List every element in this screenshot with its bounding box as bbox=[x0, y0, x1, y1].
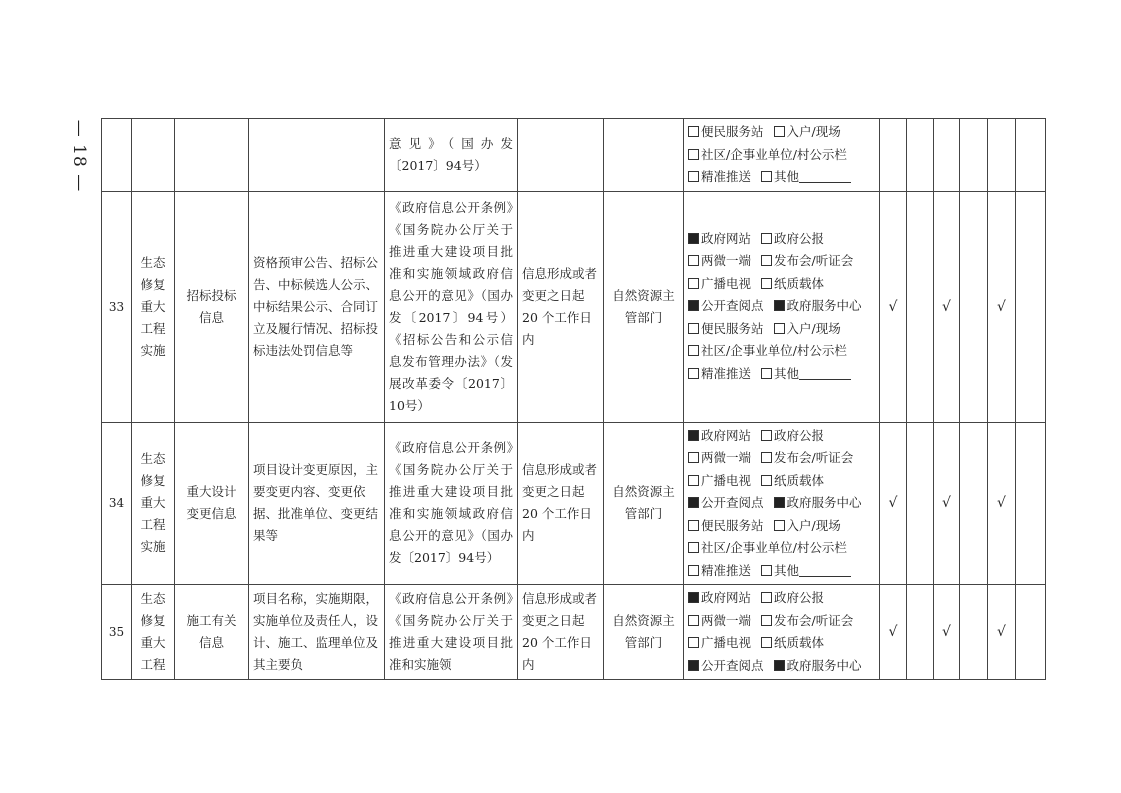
row-number: 34 bbox=[102, 422, 132, 585]
content-cell bbox=[249, 119, 385, 192]
option-line bbox=[688, 470, 875, 493]
timeframe-cell bbox=[518, 119, 604, 192]
item-name-line: 施工有关 bbox=[186, 613, 237, 628]
option-line bbox=[688, 447, 875, 470]
empty-box-icon bbox=[688, 368, 699, 379]
option-label: 社区/企事业单位/村公示栏 bbox=[701, 540, 847, 555]
item-name-line: 招标投标 bbox=[186, 287, 237, 303]
table-row bbox=[102, 422, 1046, 585]
check-cell bbox=[960, 191, 988, 422]
checked-box-icon bbox=[688, 300, 699, 311]
category-char: 修复 bbox=[140, 613, 166, 628]
check-cell bbox=[1016, 422, 1046, 585]
option-label: 公开查阅点 bbox=[701, 657, 764, 673]
empty-box-icon bbox=[761, 592, 772, 603]
check-cell bbox=[907, 119, 934, 192]
channel-option bbox=[761, 447, 853, 470]
item-name-cell bbox=[175, 422, 249, 585]
option-label: 便民服务站 bbox=[701, 124, 764, 139]
department-cell bbox=[604, 119, 684, 192]
option-line bbox=[688, 295, 875, 318]
empty-box-icon bbox=[688, 345, 699, 356]
option-label: 社区/企事业单位/村公示栏 bbox=[701, 146, 847, 162]
channel-option bbox=[761, 250, 853, 273]
option-label: 公开查阅点 bbox=[701, 495, 764, 510]
category-char: 重大 bbox=[140, 298, 166, 314]
option-label: 两微一端 bbox=[701, 253, 752, 269]
empty-box-icon bbox=[688, 475, 699, 486]
option-label: 发布会/听证会 bbox=[774, 450, 854, 465]
option-label: 发布会/听证会 bbox=[774, 253, 854, 269]
option-label: 发布会/听证会 bbox=[774, 612, 854, 628]
channel-option bbox=[761, 470, 824, 493]
category-cell bbox=[132, 422, 175, 585]
option-line bbox=[688, 250, 875, 273]
option-label: 其他 bbox=[774, 169, 800, 184]
option-label: 两微一端 bbox=[701, 450, 752, 465]
channel-option bbox=[761, 273, 824, 296]
category-char: 修复 bbox=[140, 276, 166, 292]
option-line bbox=[688, 121, 875, 144]
empty-box-icon bbox=[761, 475, 772, 486]
empty-box-icon bbox=[688, 126, 699, 137]
legal-basis-cell: 意见》（国办发〔2017〕94号） bbox=[385, 119, 518, 192]
option-label: 入户/现场 bbox=[786, 517, 841, 533]
empty-box-icon bbox=[688, 452, 699, 463]
item-name-line: 信息 bbox=[198, 309, 224, 325]
option-label: 政府公报 bbox=[774, 590, 825, 605]
check-cell: √ bbox=[934, 422, 960, 585]
timeframe-cell: 信息形成或者变更之日起 20 个工作日内 bbox=[518, 585, 604, 680]
channel-option bbox=[688, 470, 751, 493]
check-cell: √ bbox=[934, 191, 960, 422]
category-char: 工程 bbox=[140, 517, 166, 533]
channel-option bbox=[688, 560, 751, 583]
option-line bbox=[688, 273, 875, 296]
empty-box-icon bbox=[761, 233, 772, 244]
option-line bbox=[688, 425, 875, 448]
empty-box-icon bbox=[761, 255, 772, 266]
empty-box-icon bbox=[688, 278, 699, 289]
channel-option bbox=[688, 295, 764, 318]
check-cell bbox=[960, 585, 988, 680]
timeframe-cell: 信息形成或者变更之日起 20 个工作日内 bbox=[518, 191, 604, 422]
channel-option bbox=[761, 560, 851, 583]
channel-option bbox=[774, 515, 841, 538]
option-label: 便民服务站 bbox=[701, 517, 764, 533]
checked-box-icon bbox=[774, 660, 785, 671]
option-label: 政府服务中心 bbox=[786, 298, 862, 314]
checked-box-icon bbox=[688, 233, 699, 244]
option-label: 精准推送 bbox=[701, 169, 752, 184]
empty-box-icon bbox=[688, 637, 699, 648]
blank-line bbox=[799, 564, 851, 577]
checked-box-icon bbox=[688, 592, 699, 603]
item-name-line: 变更信息 bbox=[186, 506, 237, 522]
option-label: 其他 bbox=[774, 562, 800, 578]
empty-box-icon bbox=[774, 126, 785, 137]
option-line bbox=[688, 228, 875, 251]
check-cell bbox=[1016, 585, 1046, 680]
empty-box-icon bbox=[761, 565, 772, 576]
channel-options-cell bbox=[684, 191, 880, 422]
option-label: 政府网站 bbox=[701, 427, 752, 443]
option-label: 广播电视 bbox=[701, 472, 752, 488]
channel-option bbox=[688, 228, 751, 251]
row-number bbox=[102, 119, 132, 192]
category-char: 生态 bbox=[140, 591, 166, 606]
check-cell: √ bbox=[988, 422, 1016, 585]
empty-box-icon bbox=[688, 520, 699, 531]
legal-basis-cell: 《政府信息公开条例》《国务院办公厅关于推进重大建设项目批准和实施领 bbox=[385, 585, 518, 680]
checked-box-icon bbox=[774, 497, 785, 508]
channel-option bbox=[761, 228, 824, 251]
option-line bbox=[688, 610, 875, 633]
checked-box-icon bbox=[688, 430, 699, 441]
empty-box-icon bbox=[761, 637, 772, 648]
category-char: 生态 bbox=[140, 254, 166, 270]
option-label: 政府网站 bbox=[701, 230, 752, 246]
check-cell: √ bbox=[880, 191, 907, 422]
option-label: 政府公报 bbox=[774, 427, 825, 443]
option-label: 精准推送 bbox=[701, 365, 752, 381]
channel-options-cell bbox=[684, 119, 880, 192]
channel-option bbox=[774, 295, 862, 318]
checked-box-icon bbox=[774, 300, 785, 311]
check-cell: √ bbox=[934, 585, 960, 680]
channel-option bbox=[761, 425, 824, 448]
category-char: 实施 bbox=[140, 539, 166, 555]
table-row bbox=[102, 191, 1046, 422]
check-cell: √ bbox=[988, 191, 1016, 422]
channel-option bbox=[761, 632, 824, 655]
table-row bbox=[102, 119, 1046, 192]
option-line bbox=[688, 537, 875, 560]
check-cell bbox=[907, 191, 934, 422]
check-cell bbox=[1016, 119, 1046, 192]
empty-box-icon bbox=[761, 368, 772, 379]
option-label: 社区/企事业单位/村公示栏 bbox=[701, 343, 847, 359]
empty-box-icon bbox=[688, 255, 699, 266]
empty-box-icon bbox=[688, 542, 699, 553]
option-label: 两微一端 bbox=[701, 612, 752, 628]
category-cell bbox=[132, 191, 175, 422]
row-number: 35 bbox=[102, 585, 132, 680]
option-line bbox=[688, 632, 875, 655]
channel-option bbox=[774, 121, 841, 144]
option-label: 入户/现场 bbox=[786, 320, 841, 336]
timeframe-cell: 信息形成或者变更之日起 20 个工作日内 bbox=[518, 422, 604, 585]
channel-option bbox=[761, 610, 853, 633]
option-line bbox=[688, 340, 875, 363]
option-label: 其他 bbox=[774, 365, 800, 381]
category-char: 实施 bbox=[140, 342, 166, 358]
item-name-cell bbox=[175, 191, 249, 422]
item-name-line: 重大设计 bbox=[186, 484, 237, 500]
category-cell bbox=[132, 585, 175, 680]
channel-option bbox=[688, 492, 764, 515]
channel-option bbox=[761, 166, 851, 189]
empty-box-icon bbox=[761, 278, 772, 289]
channel-option bbox=[688, 121, 764, 144]
channel-option bbox=[688, 144, 847, 167]
option-label: 广播电视 bbox=[701, 635, 752, 650]
channel-option bbox=[774, 318, 841, 341]
option-line bbox=[688, 144, 875, 167]
table-row bbox=[102, 585, 1046, 680]
category-char: 修复 bbox=[140, 473, 166, 489]
item-name-cell bbox=[175, 119, 249, 192]
option-line bbox=[688, 655, 875, 678]
option-label: 政府网站 bbox=[701, 590, 752, 605]
option-label: 公开查阅点 bbox=[701, 298, 764, 314]
check-cell: √ bbox=[988, 585, 1016, 680]
category-char: 生态 bbox=[140, 451, 166, 467]
channel-option bbox=[688, 610, 751, 633]
channel-option bbox=[688, 537, 847, 560]
check-cell bbox=[907, 422, 934, 585]
empty-box-icon bbox=[761, 171, 772, 182]
check-cell bbox=[1016, 191, 1046, 422]
category-cell bbox=[132, 119, 175, 192]
channel-option bbox=[688, 447, 751, 470]
channel-options-cell bbox=[684, 422, 880, 585]
channel-option bbox=[688, 273, 751, 296]
channel-option bbox=[761, 587, 824, 610]
option-line bbox=[688, 363, 875, 386]
page-number: — 18 — bbox=[69, 119, 90, 193]
option-line bbox=[688, 587, 875, 610]
option-label: 政府公报 bbox=[774, 230, 825, 246]
check-cell bbox=[960, 422, 988, 585]
channel-option bbox=[688, 515, 764, 538]
empty-box-icon bbox=[688, 149, 699, 160]
option-line bbox=[688, 166, 875, 189]
option-label: 政府服务中心 bbox=[786, 657, 862, 673]
blank-line bbox=[799, 170, 851, 183]
option-label: 入户/现场 bbox=[786, 124, 841, 139]
option-label: 纸质载体 bbox=[774, 635, 825, 650]
empty-box-icon bbox=[761, 452, 772, 463]
category-char: 工程 bbox=[140, 320, 166, 336]
department-cell: 自然资源主管部门 bbox=[604, 585, 684, 680]
empty-box-icon bbox=[774, 520, 785, 531]
channel-option bbox=[688, 340, 847, 363]
table-body bbox=[102, 119, 1046, 680]
content-cell: 项目设计变更原因，主要变更内容、变更依据、批准单位、变更结果等 bbox=[249, 422, 385, 585]
empty-box-icon bbox=[688, 323, 699, 334]
channel-option bbox=[688, 318, 764, 341]
option-label: 精准推送 bbox=[701, 562, 752, 578]
option-line bbox=[688, 560, 875, 583]
empty-box-icon bbox=[688, 565, 699, 576]
check-cell bbox=[988, 119, 1016, 192]
option-label: 纸质载体 bbox=[774, 472, 825, 488]
check-cell: √ bbox=[880, 585, 907, 680]
channel-option bbox=[688, 655, 764, 678]
check-cell bbox=[907, 585, 934, 680]
item-name-line: 信息 bbox=[198, 635, 224, 650]
option-label: 政府服务中心 bbox=[786, 495, 862, 510]
channel-option bbox=[688, 250, 751, 273]
check-cell: √ bbox=[880, 422, 907, 585]
disclosure-table bbox=[101, 118, 1046, 680]
option-label: 广播电视 bbox=[701, 275, 752, 291]
check-cell bbox=[960, 119, 988, 192]
item-name-cell bbox=[175, 585, 249, 680]
empty-box-icon bbox=[688, 171, 699, 182]
category-char: 工程 bbox=[140, 657, 166, 672]
legal-basis-cell: 《政府信息公开条例》《国务院办公厅关于推进重大建设项目批准和实施领域政府信息公开的意见》（国办发〔2017〕94号） bbox=[385, 422, 518, 585]
empty-box-icon bbox=[688, 615, 699, 626]
option-line bbox=[688, 318, 875, 341]
content-cell: 资格预审公告、招标公告、中标候选人公示、中标结果公示、合同订立及履行情况、招标投标违法处罚信息等 bbox=[249, 191, 385, 422]
option-label: 纸质载体 bbox=[774, 275, 825, 291]
department-cell: 自然资源主管部门 bbox=[604, 422, 684, 585]
check-cell bbox=[880, 119, 907, 192]
channel-option bbox=[688, 363, 751, 386]
option-line bbox=[688, 492, 875, 515]
channel-option bbox=[688, 632, 751, 655]
check-cell bbox=[934, 119, 960, 192]
empty-box-icon bbox=[761, 615, 772, 626]
channel-option bbox=[774, 492, 862, 515]
option-label: 便民服务站 bbox=[701, 320, 764, 336]
channel-option bbox=[761, 363, 851, 386]
channel-option bbox=[688, 166, 751, 189]
channel-options-cell bbox=[684, 585, 880, 680]
blank-line bbox=[799, 367, 851, 380]
channel-option bbox=[774, 655, 862, 678]
category-char: 重大 bbox=[140, 635, 166, 650]
checked-box-icon bbox=[688, 660, 699, 671]
channel-option bbox=[688, 425, 751, 448]
option-line bbox=[688, 515, 875, 538]
department-cell: 自然资源主管部门 bbox=[604, 191, 684, 422]
legal-basis-cell: 《政府信息公开条例》《国务院办公厅关于推进重大建设项目批准和实施领域政府信息公开的意见》（国办发〔2017〕94号）《招标公告和公示信息发布管理办法》（发展改革委令〔2017〕10号） bbox=[385, 191, 518, 422]
channel-option bbox=[688, 587, 751, 610]
checked-box-icon bbox=[688, 497, 699, 508]
empty-box-icon bbox=[774, 323, 785, 334]
content-cell: 项目名称，实施期限，实施单位及责任人，设计、施工、监理单位及其主要负 bbox=[249, 585, 385, 680]
empty-box-icon bbox=[761, 430, 772, 441]
row-number: 33 bbox=[102, 191, 132, 422]
category-char: 重大 bbox=[140, 495, 166, 511]
